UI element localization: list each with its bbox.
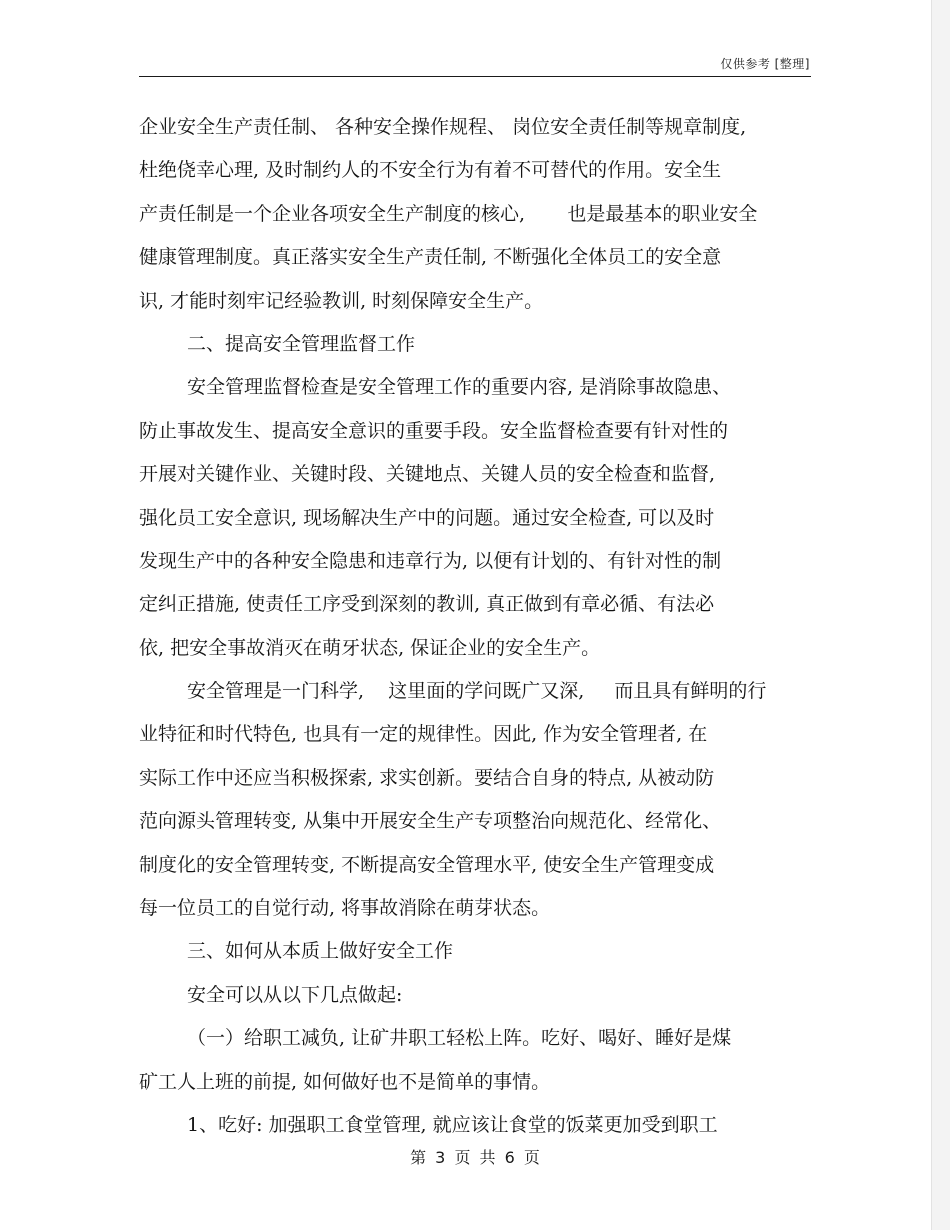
page-header: 仅供参考 [整理] <box>720 57 810 71</box>
page-edge-shadow <box>931 0 950 1230</box>
text-line: 强化员工安全意识, 现场解决生产中的问题。通过安全检查, 可以及时 <box>139 506 715 529</box>
text-line: 范向源头管理转变, 从集中开展安全生产专项整治向规范化、经常化、 <box>139 810 722 833</box>
text-line: 安全管理监督检查是安全管理工作的重要内容, 是消除事故隐患、 <box>187 376 732 399</box>
text-line: 健康管理制度。真正落实安全生产责任制, 不断强化全体员工的安全意 <box>139 246 722 269</box>
text-line: 业特征和时代特色, 也具有一定的规律性。因此, 作为安全管理者, 在 <box>139 723 708 746</box>
text-line: 定纠正措施, 使责任工序受到深刻的教训, 真正做到有章必循、有法必 <box>139 593 715 616</box>
text-line: 三、如何从本质上做好安全工作 <box>187 940 454 963</box>
text-line: 制度化的安全管理转变, 不断提高安全管理水平, 使安全生产管理变成 <box>139 853 715 876</box>
text-line: 安全可以从以下几点做起: <box>187 983 403 1006</box>
text-line: 发现生产中的各种安全隐患和违章行为, 以便有计划的、有针对性的制 <box>139 549 722 572</box>
text-line: 依, 把安全事故消灭在萌牙状态, 保证企业的安全生产。 <box>139 636 601 659</box>
text-line: 防止事故发生、提高安全意识的重要手段。安全监督检查要有针对性的 <box>139 419 729 442</box>
text-line: 产责任制是一个企业各项安全生产制度的核心, 也是最基本的职业安全 <box>139 202 758 225</box>
text-line: 开展对关键作业、关键时段、关键地点、关键人员的安全检查和监督, <box>139 463 716 486</box>
text-line: 1、吃好: 加强职工食堂管理, 就应该让食堂的饭菜更加受到职工 <box>187 1113 718 1136</box>
text-line: 企业安全生产责任制、 各种安全操作规程、 岗位安全责任制等规章制度, <box>139 116 747 138</box>
text-line: 每一位员工的自觉行动, 将事故消除在萌芽状态。 <box>139 897 551 920</box>
text-line: 实际工作中还应当积极探索, 求实创新。要结合自身的特点, 从被动防 <box>139 766 715 789</box>
text-line: 矿工人上班的前提, 如何做好也不是简单的事情。 <box>139 1070 551 1093</box>
page-footer: 第 3 页 共 6 页 <box>410 1148 540 1167</box>
text-line: 安全管理是一门科学, 这里面的学问既广又深, 而且具有鲜明的行 <box>187 680 767 703</box>
text-line: 识, 才能时刻牢记经验教训, 时刻保障安全生产。 <box>139 289 544 312</box>
header-divider <box>139 76 811 77</box>
document-body <box>139 106 819 1147</box>
text-line: 杜绝侥幸心理, 及时制约人的不安全行为有着不可替代的作用。安全生 <box>139 159 722 182</box>
text-line: （一）给职工减负, 让矿井职工轻松上阵。吃好、喝好、睡好是煤 <box>187 1027 732 1050</box>
text-line: 二、提高安全管理监督工作 <box>187 332 416 355</box>
